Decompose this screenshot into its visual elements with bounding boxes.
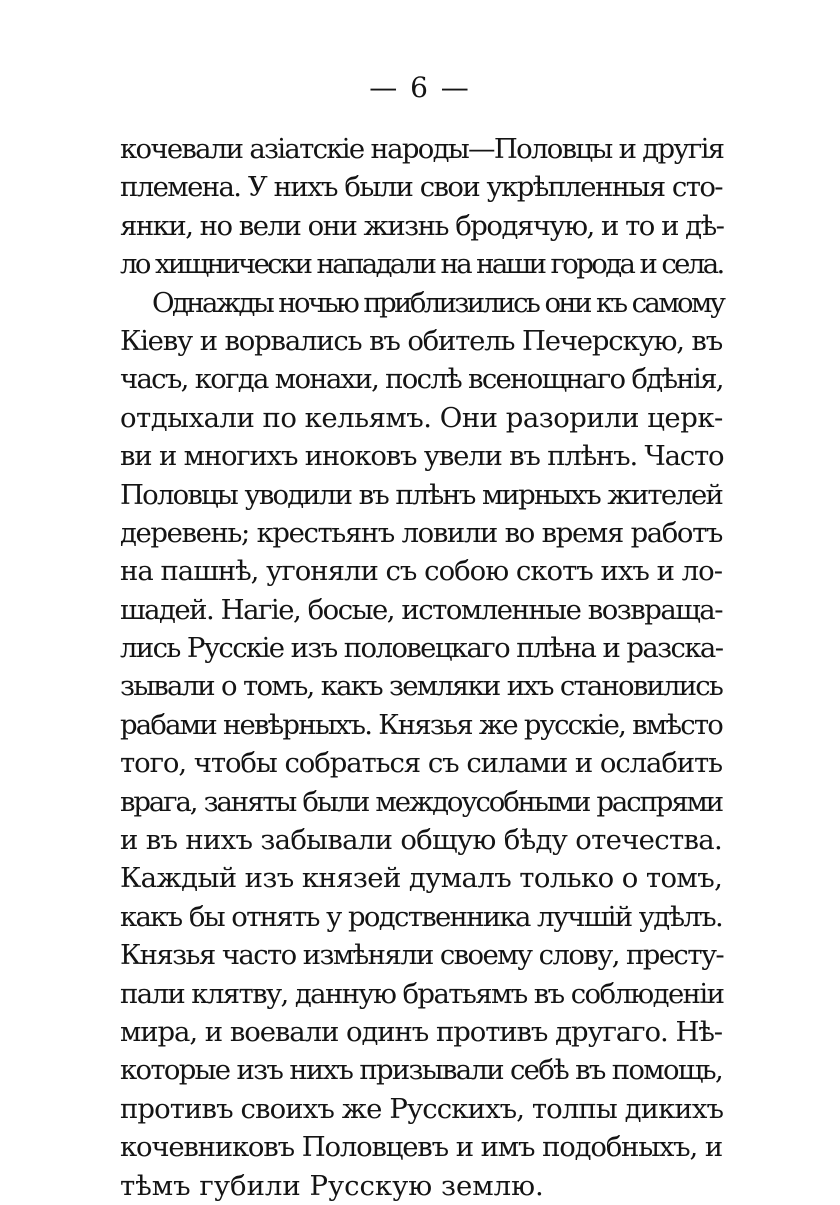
text-line: Однажды ночью приблизились они къ самому bbox=[152, 286, 724, 319]
text-line: на пашнѣ, угоняли съ собою скотъ ихъ и ло- bbox=[120, 555, 722, 588]
text-line: янки, но вели они жизнь бродячую, и то и дѣ- bbox=[120, 209, 724, 242]
paragraph-1 bbox=[120, 130, 722, 284]
text-line: часъ, когда монахи, послѣ всенощнаго бдѣнія, bbox=[120, 363, 723, 396]
text-line: Каждый изъ князей думалъ только о томъ, bbox=[120, 862, 723, 895]
text-line: шадей. Нагіе, босые, истомленные возвраща- bbox=[120, 593, 722, 626]
text-line: Кіеву и ворвались въ обитель Печерскую, въ bbox=[120, 324, 722, 357]
text-line: ви и многихъ иноковъ увели въ плѣнъ. Часто bbox=[120, 440, 724, 473]
paragraph-2 bbox=[120, 284, 722, 1205]
text-line: племена. У нихъ были свои укрѣпленныя сто- bbox=[120, 171, 722, 204]
body-text bbox=[120, 130, 722, 1205]
text-line: противъ своихъ же Русскихъ, толпы дикихъ bbox=[120, 1092, 724, 1125]
text-line: кочевниковъ Половцевъ и имъ подобныхъ, и bbox=[120, 1131, 722, 1164]
text-line: деревень; крестьянъ ловили во время работъ bbox=[120, 516, 722, 549]
text-line: отдыхали по кельямъ. Они разорили церк- bbox=[120, 401, 723, 434]
text-line: рабами невѣрныхъ. Князья же русскіе, вмѣсто bbox=[120, 708, 722, 741]
text-line: и въ нихъ забывали общую бѣду отечества. bbox=[120, 824, 722, 857]
text-line: ло хищнически нападали на наши города и села. bbox=[120, 248, 723, 281]
text-line: тѣмъ губили Русскую землю. bbox=[120, 1169, 544, 1202]
text-line: того, чтобы собраться съ силами и ослабить bbox=[120, 747, 722, 780]
text-line: пали клятву, данную братьямъ въ соблюденіи bbox=[120, 977, 724, 1010]
text-line: мира, и воевали одинъ противъ другаго. Нѣ- bbox=[120, 1015, 722, 1048]
text-line: Князья часто измѣняли своему слову, престу- bbox=[120, 939, 724, 972]
text-line: какъ бы отнять у родственника лучшій удѣлъ. bbox=[120, 900, 722, 933]
text-line: врага, заняты были междоусобными распрями bbox=[120, 785, 722, 818]
text-line: кочевали азіатскіе народы—Половцы и другія bbox=[120, 133, 724, 165]
text-line: лись Русскіе изъ половецкаго плѣна и разска- bbox=[120, 632, 723, 665]
page-number: — 6 — bbox=[369, 71, 471, 104]
text-line: зывали о томъ, какъ земляки ихъ становились bbox=[120, 670, 722, 703]
text-line: Половцы уводили въ плѣнъ мирныхъ жителей bbox=[120, 478, 722, 511]
text-line: которые изъ нихъ призывали себѣ въ помощь, bbox=[120, 1054, 722, 1087]
